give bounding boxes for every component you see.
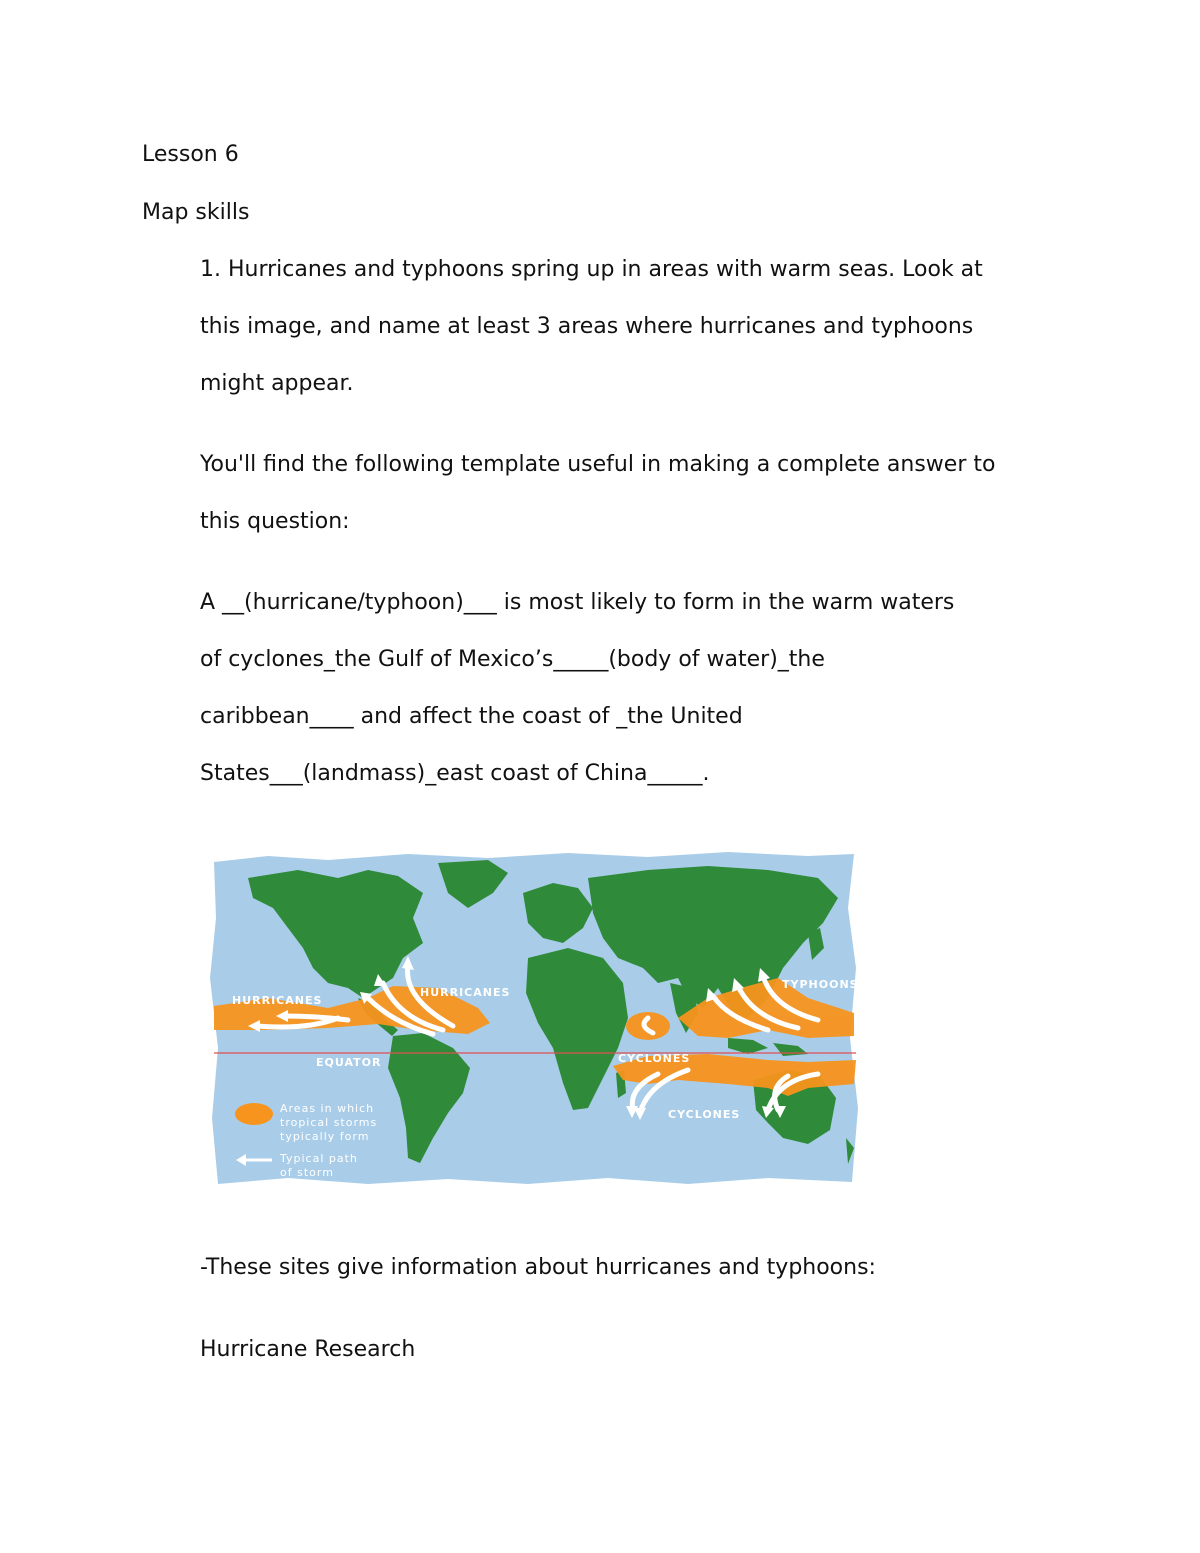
answer-line: A __(hurricane/typhoon)___ is most likely to form in the warm waters (200, 590, 955, 615)
question-line: 1. Hurricanes and typhoons spring up in areas with warm seas. Look at (200, 257, 983, 282)
world-storm-map (208, 848, 860, 1188)
legend-areas-line: Areas in which (280, 1102, 375, 1115)
section-heading: Map skills (142, 200, 250, 225)
question-line: this image, and name at least 3 areas where hurricanes and typhoons (200, 314, 974, 339)
label-typhoons: TYPHOONS (782, 978, 859, 991)
legend-areas-line: typically form (280, 1130, 370, 1143)
answer-line: States___(landmass)_east coast of China_____. (200, 761, 710, 786)
label-hurricanes-east: HURRICANES (420, 986, 511, 999)
label-equator: EQUATOR (316, 1056, 382, 1069)
legend-path-line: Typical path (280, 1152, 358, 1165)
template-intro-line: this question: (200, 509, 350, 534)
hurricane-research-link[interactable]: Hurricane Research (200, 1337, 416, 1362)
answer-line: of cyclones_the Gulf of Mexico’s_____(body of water)_the (200, 647, 825, 672)
legend-path-line: of storm (280, 1166, 334, 1179)
label-cyclones-north: CYCLONES (618, 1052, 691, 1065)
template-intro-line: You'll find the following template useful in making a complete answer to (200, 452, 996, 477)
label-hurricanes-west: HURRICANES (232, 994, 323, 1007)
answer-line: caribbean____ and affect the coast of _the United (200, 704, 743, 729)
question-line: might appear. (200, 371, 354, 396)
lesson-title: Lesson 6 (142, 142, 239, 167)
legend-storm-area-swatch (235, 1103, 273, 1125)
label-cyclones-south: CYCLONES (668, 1108, 741, 1121)
sites-intro: -These sites give information about hurricanes and typhoons: (200, 1255, 876, 1280)
legend-areas-line: tropical storms (280, 1116, 378, 1129)
